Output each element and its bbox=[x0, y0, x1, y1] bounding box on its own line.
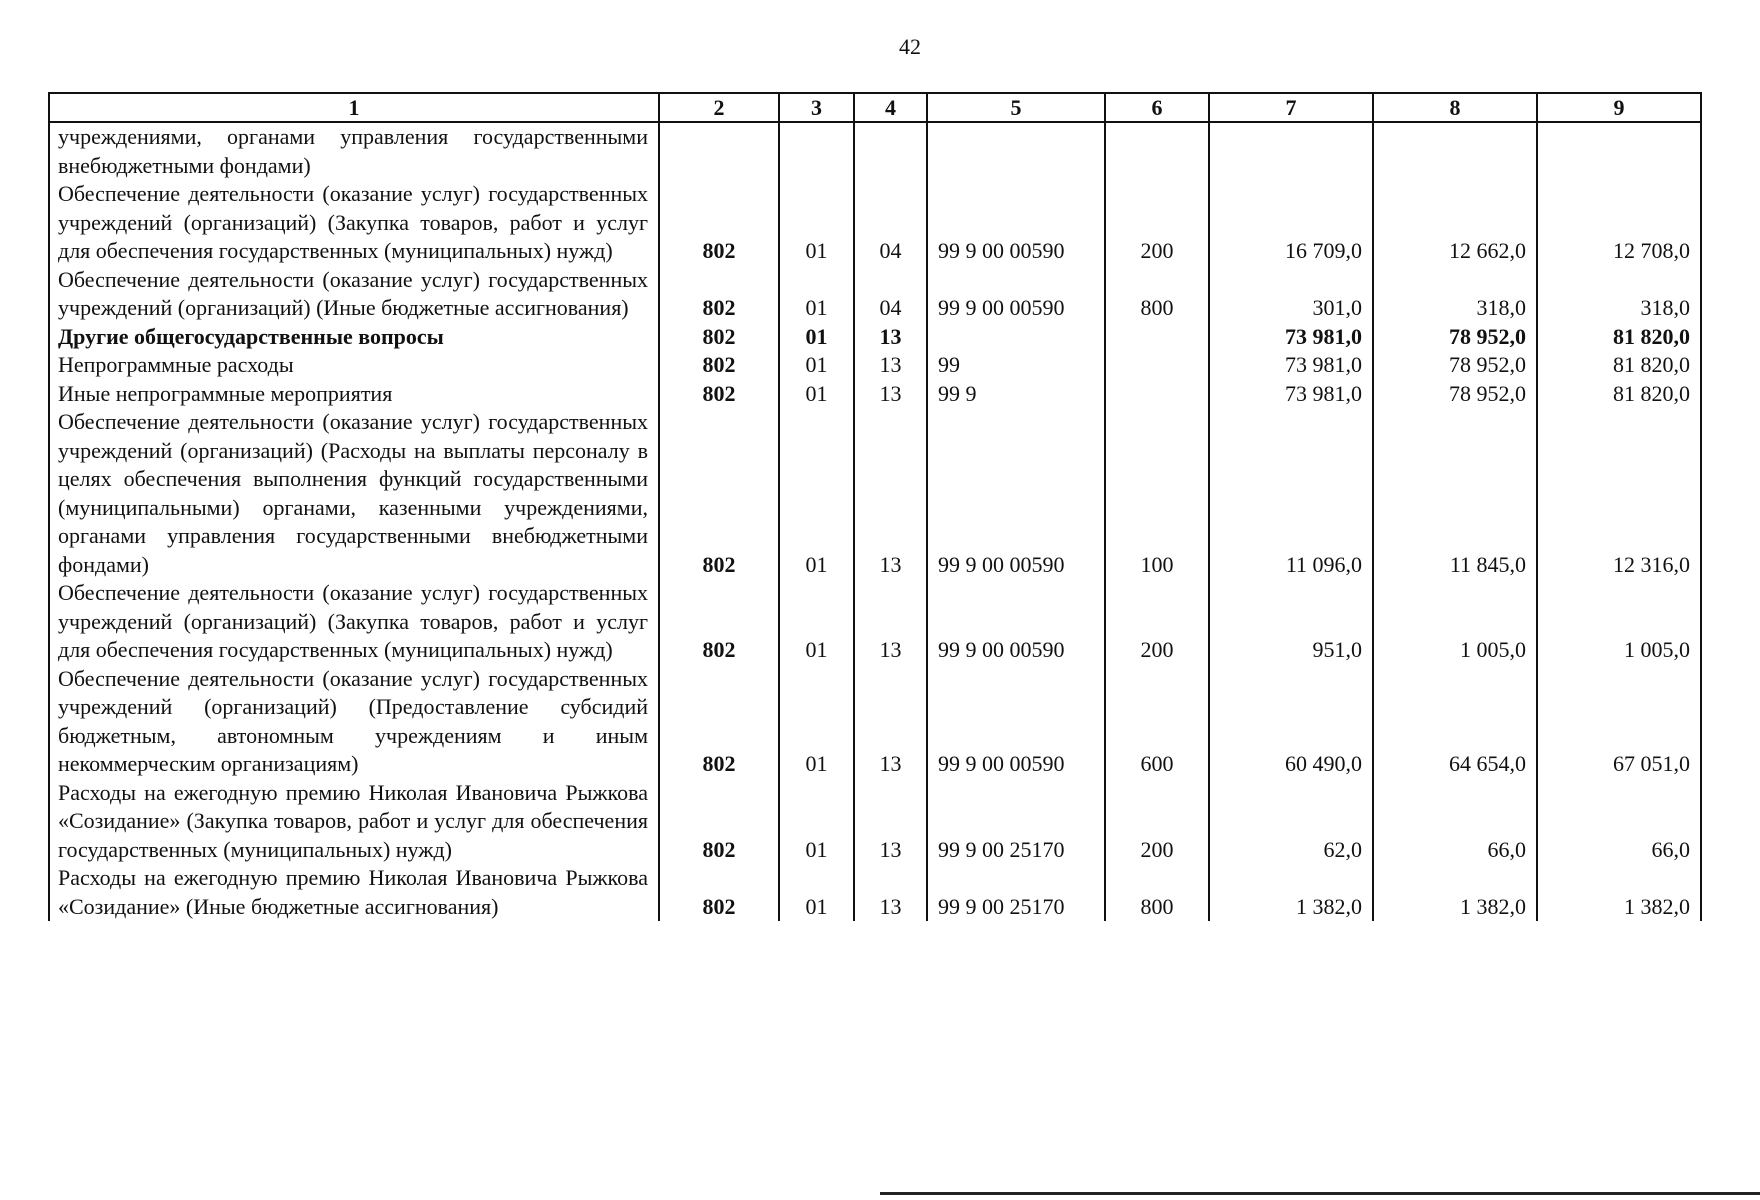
ministry-code: 802 bbox=[659, 779, 779, 865]
row-description: Обеспечение деятельности (оказание услуг) государственных учреждений (организаций) (Закупка товаров, работ и услуг для обеспечения государственных (муниципальных) нужд) bbox=[49, 180, 659, 266]
subsection-code: 13 bbox=[854, 323, 927, 352]
table-row bbox=[49, 579, 1701, 665]
amount-col-7: 73 981,0 bbox=[1209, 351, 1373, 380]
target-article-code: 99 9 00 25170 bbox=[927, 779, 1105, 865]
subsection-code: 04 bbox=[854, 180, 927, 266]
subsection-code: 13 bbox=[854, 579, 927, 665]
column-header: 6 bbox=[1105, 93, 1209, 122]
ministry-code: 802 bbox=[659, 323, 779, 352]
amount-col-7: 951,0 bbox=[1209, 579, 1373, 665]
amount-col-8: 78 952,0 bbox=[1373, 323, 1537, 352]
column-header: 4 bbox=[854, 93, 927, 122]
amount-col-7: 301,0 bbox=[1209, 266, 1373, 323]
amount-col-9 bbox=[1537, 122, 1701, 180]
expense-type-code: 200 bbox=[1105, 779, 1209, 865]
subsection-code bbox=[854, 122, 927, 180]
target-article-code: 99 9 bbox=[927, 380, 1105, 409]
table-row bbox=[49, 408, 1701, 579]
amount-col-8: 11 845,0 bbox=[1373, 408, 1537, 579]
ministry-code: 802 bbox=[659, 380, 779, 409]
table-row bbox=[49, 266, 1701, 323]
amount-col-9: 81 820,0 bbox=[1537, 323, 1701, 352]
table-row bbox=[49, 122, 1701, 180]
amount-col-7: 16 709,0 bbox=[1209, 180, 1373, 266]
subsection-code: 13 bbox=[854, 779, 927, 865]
amount-col-9: 12 708,0 bbox=[1537, 180, 1701, 266]
section-code: 01 bbox=[779, 579, 854, 665]
target-article-code bbox=[927, 323, 1105, 352]
subsection-code: 13 bbox=[854, 864, 927, 921]
expense-type-code bbox=[1105, 122, 1209, 180]
subsection-code: 13 bbox=[854, 380, 927, 409]
amount-col-9: 12 316,0 bbox=[1537, 408, 1701, 579]
section-code bbox=[779, 122, 854, 180]
section-code: 01 bbox=[779, 408, 854, 579]
page-bottom-rule bbox=[880, 1192, 1760, 1195]
table-row bbox=[49, 864, 1701, 921]
section-code: 01 bbox=[779, 665, 854, 779]
section-code: 01 bbox=[779, 380, 854, 409]
expense-type-code bbox=[1105, 380, 1209, 409]
row-description: Другие общегосударственные вопросы bbox=[49, 323, 659, 352]
subsection-code: 04 bbox=[854, 266, 927, 323]
expense-type-code: 800 bbox=[1105, 864, 1209, 921]
row-description: Непрограммные расходы bbox=[49, 351, 659, 380]
ministry-code: 802 bbox=[659, 180, 779, 266]
row-description: Расходы на ежегодную премию Николая Ивановича Рыжкова «Созидание» (Иные бюджетные ассигнования) bbox=[49, 864, 659, 921]
section-code: 01 bbox=[779, 266, 854, 323]
ministry-code bbox=[659, 122, 779, 180]
amount-col-8: 66,0 bbox=[1373, 779, 1537, 865]
amount-col-9: 318,0 bbox=[1537, 266, 1701, 323]
amount-col-9: 81 820,0 bbox=[1537, 351, 1701, 380]
expense-type-code: 800 bbox=[1105, 266, 1209, 323]
column-header: 7 bbox=[1209, 93, 1373, 122]
table-row bbox=[49, 779, 1701, 865]
target-article-code: 99 9 00 00590 bbox=[927, 665, 1105, 779]
expense-type-code bbox=[1105, 351, 1209, 380]
column-header: 5 bbox=[927, 93, 1105, 122]
table-body bbox=[49, 122, 1701, 921]
row-description: учреждениями, органами управления государственными внебюджетными фондами) bbox=[49, 122, 659, 180]
amount-col-9: 66,0 bbox=[1537, 779, 1701, 865]
amount-col-8: 12 662,0 bbox=[1373, 180, 1537, 266]
amount-col-8: 1 005,0 bbox=[1373, 579, 1537, 665]
page-number: 42 bbox=[899, 34, 921, 59]
column-header: 3 bbox=[779, 93, 854, 122]
amount-col-8: 78 952,0 bbox=[1373, 351, 1537, 380]
amount-col-9: 67 051,0 bbox=[1537, 665, 1701, 779]
target-article-code: 99 9 00 00590 bbox=[927, 579, 1105, 665]
section-code: 01 bbox=[779, 180, 854, 266]
row-description: Расходы на ежегодную премию Николая Ивановича Рыжкова «Созидание» (Закупка товаров, работ и услуг для обеспечения государственных (муниципальных) нужд) bbox=[49, 779, 659, 865]
table-header-row bbox=[49, 93, 1701, 122]
column-header: 1 bbox=[49, 93, 659, 122]
table-row bbox=[49, 665, 1701, 779]
section-code: 01 bbox=[779, 351, 854, 380]
column-header: 9 bbox=[1537, 93, 1701, 122]
column-header: 8 bbox=[1373, 93, 1537, 122]
table-row bbox=[49, 380, 1701, 409]
target-article-code: 99 9 00 00590 bbox=[927, 180, 1105, 266]
row-description: Обеспечение деятельности (оказание услуг) государственных учреждений (организаций) (Иные бюджетные ассигнования) bbox=[49, 266, 659, 323]
ministry-code: 802 bbox=[659, 665, 779, 779]
target-article-code: 99 9 00 00590 bbox=[927, 266, 1105, 323]
amount-col-7: 60 490,0 bbox=[1209, 665, 1373, 779]
amount-col-7 bbox=[1209, 122, 1373, 180]
target-article-code bbox=[927, 122, 1105, 180]
column-header: 2 bbox=[659, 93, 779, 122]
row-description: Обеспечение деятельности (оказание услуг) государственных учреждений (организаций) (Расходы на выплаты персоналу в целях обеспечения выполнения функций государственными (муниципальными) органами, казенными учреждениями, органами управления государственными внебюджетными фондами) bbox=[49, 408, 659, 579]
expense-type-code bbox=[1105, 323, 1209, 352]
section-code: 01 bbox=[779, 323, 854, 352]
expense-type-code: 600 bbox=[1105, 665, 1209, 779]
table-row bbox=[49, 180, 1701, 266]
amount-col-7: 11 096,0 bbox=[1209, 408, 1373, 579]
section-code: 01 bbox=[779, 779, 854, 865]
amount-col-7: 73 981,0 bbox=[1209, 323, 1373, 352]
ministry-code: 802 bbox=[659, 408, 779, 579]
ministry-code: 802 bbox=[659, 266, 779, 323]
amount-col-8: 78 952,0 bbox=[1373, 380, 1537, 409]
amount-col-7: 62,0 bbox=[1209, 779, 1373, 865]
amount-col-8 bbox=[1373, 122, 1537, 180]
expense-type-code: 200 bbox=[1105, 579, 1209, 665]
amount-col-9: 1 382,0 bbox=[1537, 864, 1701, 921]
budget-table bbox=[48, 92, 1702, 921]
target-article-code: 99 bbox=[927, 351, 1105, 380]
subsection-code: 13 bbox=[854, 351, 927, 380]
ministry-code: 802 bbox=[659, 351, 779, 380]
amount-col-7: 73 981,0 bbox=[1209, 380, 1373, 409]
table-row bbox=[49, 351, 1701, 380]
expense-type-code: 200 bbox=[1105, 180, 1209, 266]
target-article-code: 99 9 00 00590 bbox=[927, 408, 1105, 579]
ministry-code: 802 bbox=[659, 579, 779, 665]
amount-col-8: 64 654,0 bbox=[1373, 665, 1537, 779]
amount-col-8: 318,0 bbox=[1373, 266, 1537, 323]
target-article-code: 99 9 00 25170 bbox=[927, 864, 1105, 921]
row-description: Обеспечение деятельности (оказание услуг) государственных учреждений (организаций) (Предоставление субсидий бюджетным, автономным учреждениям и иным некоммерческим организациям) bbox=[49, 665, 659, 779]
amount-col-7: 1 382,0 bbox=[1209, 864, 1373, 921]
amount-col-9: 1 005,0 bbox=[1537, 579, 1701, 665]
row-description: Обеспечение деятельности (оказание услуг) государственных учреждений (организаций) (Закупка товаров, работ и услуг для обеспечения государственных (муниципальных) нужд) bbox=[49, 579, 659, 665]
amount-col-8: 1 382,0 bbox=[1373, 864, 1537, 921]
ministry-code: 802 bbox=[659, 864, 779, 921]
amount-col-9: 81 820,0 bbox=[1537, 380, 1701, 409]
subsection-code: 13 bbox=[854, 408, 927, 579]
row-description: Иные непрограммные мероприятия bbox=[49, 380, 659, 409]
subsection-code: 13 bbox=[854, 665, 927, 779]
section-code: 01 bbox=[779, 864, 854, 921]
expense-type-code: 100 bbox=[1105, 408, 1209, 579]
table-row bbox=[49, 323, 1701, 352]
